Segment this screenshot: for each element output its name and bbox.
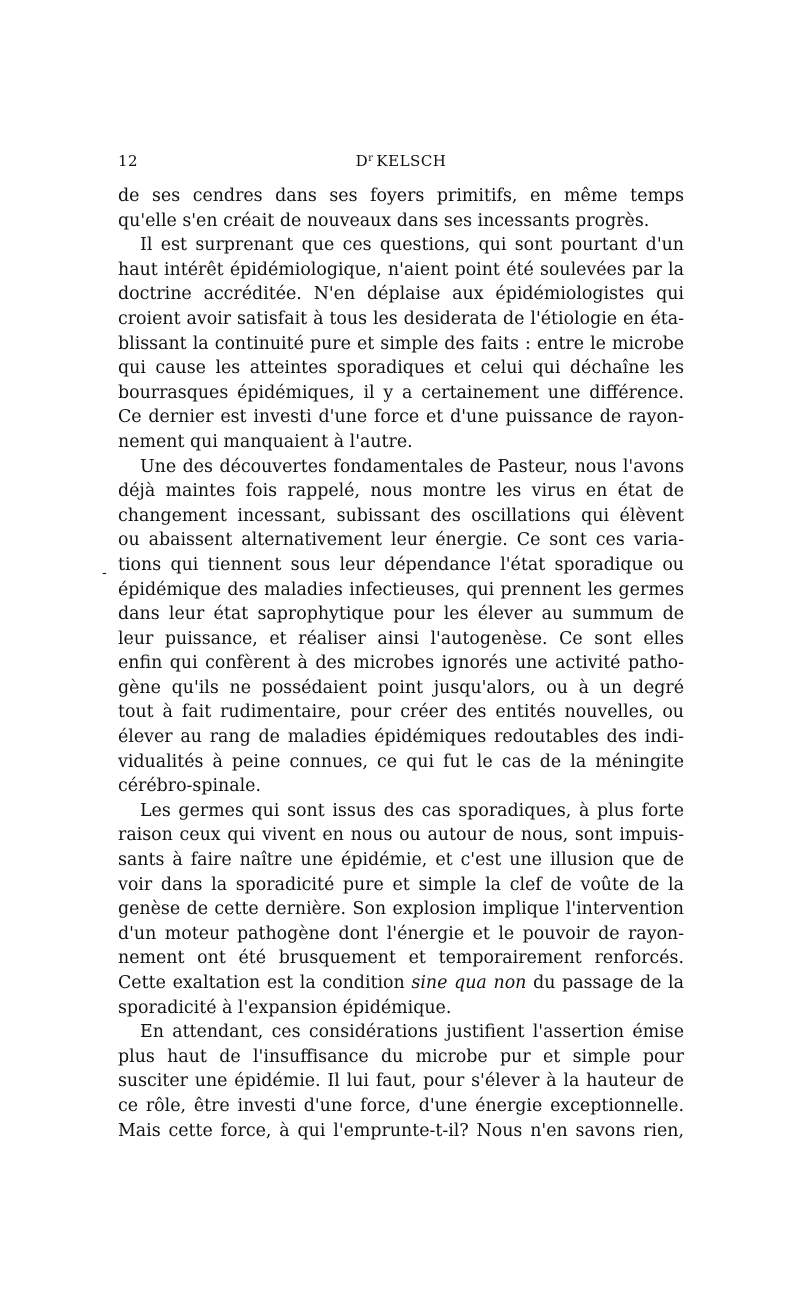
- text-line: blissant la continuité pure et simple des faits : entre le microbe: [118, 333, 684, 354]
- text-line: changement incessant, subissant des oscillations qui élèvent: [118, 505, 684, 526]
- text-line: tions qui tiennent sous leur dépendance l'état sporadique ou: [118, 554, 684, 575]
- text-line: épidémique des maladies infectieuses, qui prennent les germes: [118, 579, 684, 600]
- text-line: voir dans la sporadicité pure et simple la clef de voûte de la: [118, 874, 684, 895]
- text-line: gène qu'ils ne possédaient point jusqu'alors, ou à un degré: [118, 677, 684, 698]
- text-line: d'un moteur pathogène dont l'énergie et le pouvoir de rayon-: [118, 923, 684, 944]
- author-prefix-superscript: r: [368, 153, 374, 164]
- text-line: qu'elle s'en créait de nouveaux dans ses incessants progrès.: [118, 210, 650, 231]
- text-line: En attendant, ces considérations justifient l'assertion émise: [140, 1022, 684, 1043]
- page-number: 12: [118, 152, 139, 170]
- text-line: bourrasques épidémiques, il y a certainement une différence.: [118, 382, 684, 403]
- text-line: haut intérêt épidémiologique, n'aient point été soulevées par la: [118, 259, 684, 280]
- text-line: de ses cendres dans ses foyers primitifs, en même temps: [118, 186, 684, 206]
- author-prefix: D: [355, 152, 369, 170]
- text-segment: Cette exaltation est la condition: [118, 973, 412, 993]
- text-line: sporadicité à l'expansion épidémique.: [118, 997, 452, 1018]
- margin-mark: -: [102, 565, 107, 581]
- author-name: KELSCH: [376, 152, 447, 170]
- latin-phrase: sine qua non: [411, 973, 527, 993]
- text-line: plus haut de l'insuffisance du microbe pur et simple pour: [118, 1046, 684, 1067]
- text-line: dans leur état saprophytique pour les élever au summum de: [118, 604, 684, 625]
- text-line: croient avoir satisfait à tous les desiderata de l'étiologie en éta-: [118, 308, 684, 329]
- text-line: qui cause les atteintes sporadiques et celui qui déchaîne les: [118, 358, 684, 379]
- running-head: [118, 152, 684, 170]
- text-line: susciter une épidémie. Il lui faut, pour s'élever à la hauteur de: [118, 1071, 684, 1092]
- body-text: [102, 184, 684, 1143]
- text-line: sants à faire naître une épidémie, et c'est une illusion que de: [118, 850, 684, 871]
- text-line: ce rôle, être investi d'une force, d'une énergie exceptionnelle.: [118, 1095, 684, 1116]
- text-line: raison ceux qui vivent en nous ou autour de nous, sont impuis-: [118, 825, 684, 846]
- text-line: ou abaissent alternativement leur énergie. Ce sont ces varia-: [118, 530, 684, 551]
- text-line: genèse de cette dernière. Son explosion implique l'intervention: [118, 899, 684, 920]
- text-line: nement ont été brusquement et temporairement renforcés.: [118, 948, 684, 969]
- book-page: [102, 150, 684, 1143]
- text-line-with-italic: [118, 971, 684, 996]
- text-segment: du passage de la: [526, 973, 684, 993]
- text-line: Les germes qui sont issus des cas sporadiques, à plus forte: [140, 800, 684, 821]
- text-line: leur puissance, et réaliser ainsi l'autogenèse. Ce sont elles: [118, 628, 684, 649]
- text-line: Il est surprenant que ces questions, qui sont pourtant d'un: [140, 235, 684, 256]
- text-line: cérébro-spinale.: [118, 776, 261, 797]
- text-line: Ce dernier est investi d'une force et d'une puissance de rayon-: [118, 407, 684, 428]
- text-line: enfin qui confèrent à des microbes ignorés une activité patho-: [118, 653, 684, 674]
- text-line: vidualités à peine connues, ce qui fut le cas de la méningite: [118, 751, 684, 772]
- text-line: élever au rang de maladies épidémiques redoutables des indi-: [118, 727, 684, 748]
- text-line: nement qui manquaient à l'autre.: [118, 431, 413, 452]
- page-header: [118, 150, 684, 184]
- text-line: doctrine accréditée. N'en déplaise aux épidémiologistes qui: [118, 284, 684, 305]
- text-line: Une des découvertes fondamentales de Pasteur, nous l'avons: [140, 456, 684, 477]
- text-line: tout à fait rudimentaire, pour créer des entités nouvelles, ou: [118, 702, 684, 723]
- text-line: déjà maintes fois rappelé, nous montre les virus en état de: [118, 481, 684, 502]
- text-line: Mais cette force, à qui l'emprunte-t-il? Nous n'en savons rien,: [118, 1120, 684, 1141]
